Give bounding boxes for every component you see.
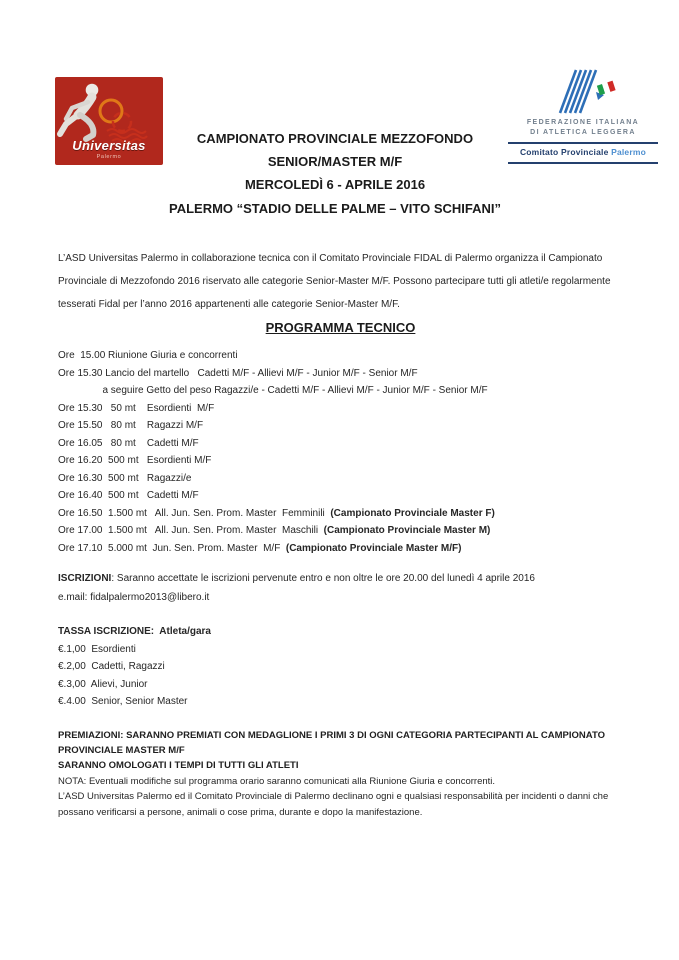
fidal-committee-label: Comitato Provinciale <box>519 147 609 157</box>
intro-paragraph: L’ASD Universitas Palermo in collaborazione tecnica con il Comitato Provinciale FIDAL di Palermo organizza il Campionato Provinciale di Mezzofondo 2016 riservato alle categorie Senior-Master M/F. Possono partecipare tutti gli atleti/e regolarmente tesserati Fidal per l’anno 2016 appartenenti alle categorie Senior-Master M/F. <box>58 253 614 310</box>
program-row <box>58 540 623 558</box>
fidal-mark-icon <box>546 66 620 116</box>
program-row <box>58 487 623 505</box>
program-row-highlight: (Campionato Provinciale Master F) <box>330 507 495 519</box>
awards-line: SARANNO OMOLOGATI I TEMPI DI TUTTI GLI ATLETI <box>58 760 299 772</box>
program-row <box>58 347 623 365</box>
fidal-federation-line2: DI ATLETICA LEGGERA <box>530 128 636 136</box>
program-row-text: Ore 15.00 Riunione Giuria e concorrenti <box>58 350 238 361</box>
note-line: NOTA: Eventuali modifiche sul programma orario saranno comunicati alla Riunione Giuria e concorrenti. <box>58 775 496 787</box>
fidal-federation-name <box>508 118 658 137</box>
registration-paragraph <box>58 570 623 589</box>
program-row-text: Ore 15.30 Lancio del martello Cadetti M/F - Allievi M/F - Junior M/F - Senior M/F <box>58 367 418 379</box>
fee-heading: TASSA ISCRIZIONE: Atleta/gara <box>58 626 211 637</box>
program-row-highlight: (Campionato Provinciale Master M) <box>323 525 491 536</box>
fee-item: €.1,00 Esordienti <box>58 643 136 655</box>
program-row-text: Ore 17.10 5.000 mt Jun. Sen. Prom. Master M/F <box>58 542 286 554</box>
title-line: MERCOLEDÌ 6 - APRILE 2016 <box>244 177 426 193</box>
program-row <box>58 470 623 488</box>
awards-section <box>58 728 623 774</box>
title-line: CAMPIONATO PROVINCIALE MEZZOFONDO <box>196 131 474 146</box>
fidal-committee <box>508 147 658 157</box>
registration-email: e.mail: fidalpalermo2013@libero.it <box>58 591 210 603</box>
fee-item: €.3,00 Alievi, Junior <box>58 678 148 690</box>
program-row <box>58 505 623 523</box>
document-title <box>115 127 555 220</box>
program-row <box>58 435 623 453</box>
fidal-federation-line1: FEDERAZIONE ITALIANA <box>526 119 640 126</box>
note-section <box>58 774 623 820</box>
fidal-logo <box>508 66 658 164</box>
universitas-logo-city: Palermo <box>96 154 122 160</box>
program-row-text: Ore 16.40 500 mt Cadetti M/F <box>58 490 199 501</box>
program-row <box>58 417 623 435</box>
program-row <box>58 522 623 540</box>
fidal-divider-top <box>508 142 658 144</box>
fee-item: €.4.00 Senior, Senior Master <box>58 696 188 707</box>
fidal-committee-city: Palermo <box>611 147 647 157</box>
program-row-text: Ore 16.20 500 mt Esordienti M/F <box>58 455 212 466</box>
registration-text: : Saranno accettate le iscrizioni pervenute entro e non oltre le ore 20.00 del lunedì 4 aprile 2016 <box>111 573 535 584</box>
program-row-text: a seguire Getto del peso Ragazzi/e - Cadetti M/F - Allievi M/F - Junior M/F - Senior M/F <box>58 385 488 396</box>
program-row <box>58 382 623 400</box>
document-body <box>58 247 623 820</box>
program-row-text: Ore 15.30 50 mt Esordienti M/F <box>58 402 215 414</box>
title-line: PALERMO “STADIO DELLE PALME – VITO SCHIFANI” <box>168 200 501 216</box>
program-schedule <box>58 347 623 557</box>
fidal-divider-bottom <box>508 162 658 164</box>
program-row-text: Ore 16.50 1.500 mt All. Jun. Sen. Prom. Master Femminili <box>58 507 331 519</box>
program-row-text: Ore 16.30 500 mt Ragazzi/e <box>58 472 192 484</box>
note-line: L’ASD Universitas Palermo ed il Comitato Provinciale di Palermo declinano ogni e qualsiasi responsabilità per incidenti o danni che possano verificarsi a persone, animali o cose prima, durante e dopo la manifestazione. <box>58 791 611 818</box>
title-line: SENIOR/MASTER M/F <box>267 154 403 170</box>
program-heading: PROGRAMMA TECNICO <box>265 320 416 335</box>
program-row-text: Ore 15.50 80 mt Ragazzi M/F <box>58 420 204 431</box>
awards-line: PREMIAZIONI: SARANNO PREMIATI CON MEDAGLIONE I PRIMI 3 DI OGNI CATEGORIA PARTECIPANTI AL CAMPIONATO PROVINCIALE MASTER M/F <box>58 729 608 756</box>
program-row <box>58 400 623 418</box>
registration-label: ISCRIZIONI <box>58 573 112 584</box>
program-row <box>58 365 623 383</box>
program-row <box>58 452 623 470</box>
italian-flag-icon <box>597 81 616 96</box>
universitas-logo-name: Universitas <box>72 138 146 153</box>
fee-list <box>58 641 623 711</box>
program-row-text: Ore 17.00 1.500 mt All. Jun. Sen. Prom. Master Maschili <box>58 525 324 536</box>
fee-item: €.2,00 Cadetti, Ragazzi <box>58 661 165 672</box>
program-row-text: Ore 16.05 80 mt Cadetti M/F <box>58 437 199 449</box>
program-row-highlight: (Campionato Provinciale Master M/F) <box>285 542 462 554</box>
